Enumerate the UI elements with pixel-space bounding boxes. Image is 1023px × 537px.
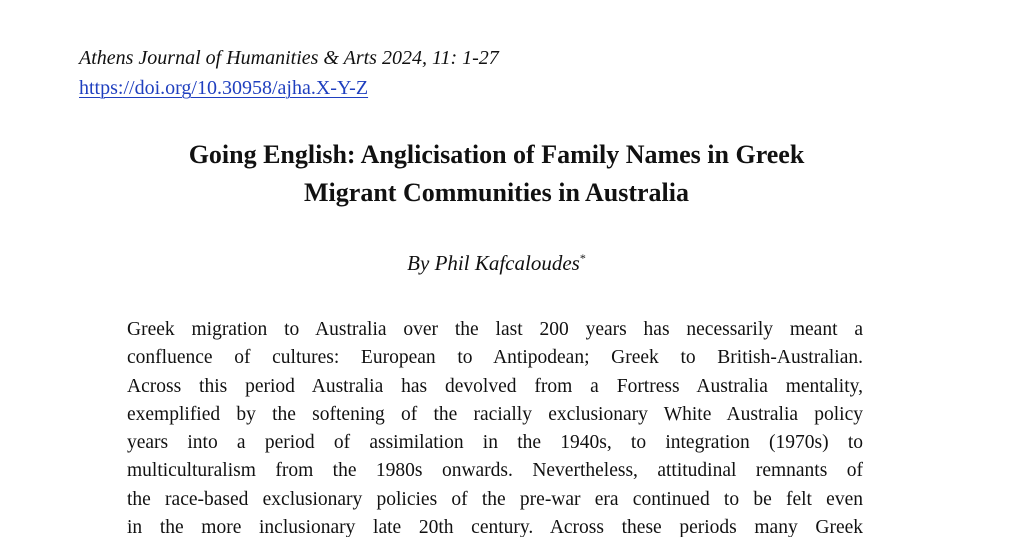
abstract-line: Across this period Australia has devolved from a Fortress Australia mentality, bbox=[127, 375, 863, 397]
abstract-line: Greek migration to Australia over the last 200 years has necessarily meant a bbox=[127, 319, 863, 340]
author-byline bbox=[90, 248, 903, 278]
doi-link[interactable]: https://doi.org/10.30958/ajha.X-Y-Z bbox=[79, 77, 369, 99]
author-name: By Phil Kafcaloudes bbox=[407, 251, 580, 275]
abstract-line: years into a period of assimilation in the 1940s, to integration (1970s) to bbox=[127, 432, 863, 454]
article-title bbox=[90, 136, 903, 212]
title-line: Migrant Communities in Australia bbox=[304, 178, 689, 207]
footnote-marker: * bbox=[579, 251, 586, 265]
title-line: Going English: Anglicisation of Family Names in Greek bbox=[188, 140, 805, 169]
abstract-line: multiculturalism from the 1980s onwards. Nevertheless, attitudinal remnants of bbox=[127, 460, 863, 482]
abstract-line: exemplified by the softening of the racially exclusionary White Australia policy bbox=[127, 403, 863, 425]
abstract-line: confluence of cultures: European to Antipodean; Greek to British-Australian. bbox=[127, 347, 863, 369]
abstract-line: the race-based exclusionary policies of the pre-war era continued to be felt even bbox=[127, 488, 863, 510]
abstract-text bbox=[127, 316, 863, 537]
abstract-line: in the more inclusionary late 20th century. Across these periods many Greek bbox=[127, 517, 863, 537]
journal-citation: Athens Journal of Humanities & Arts 2024, 11: 1-27 bbox=[79, 47, 499, 69]
